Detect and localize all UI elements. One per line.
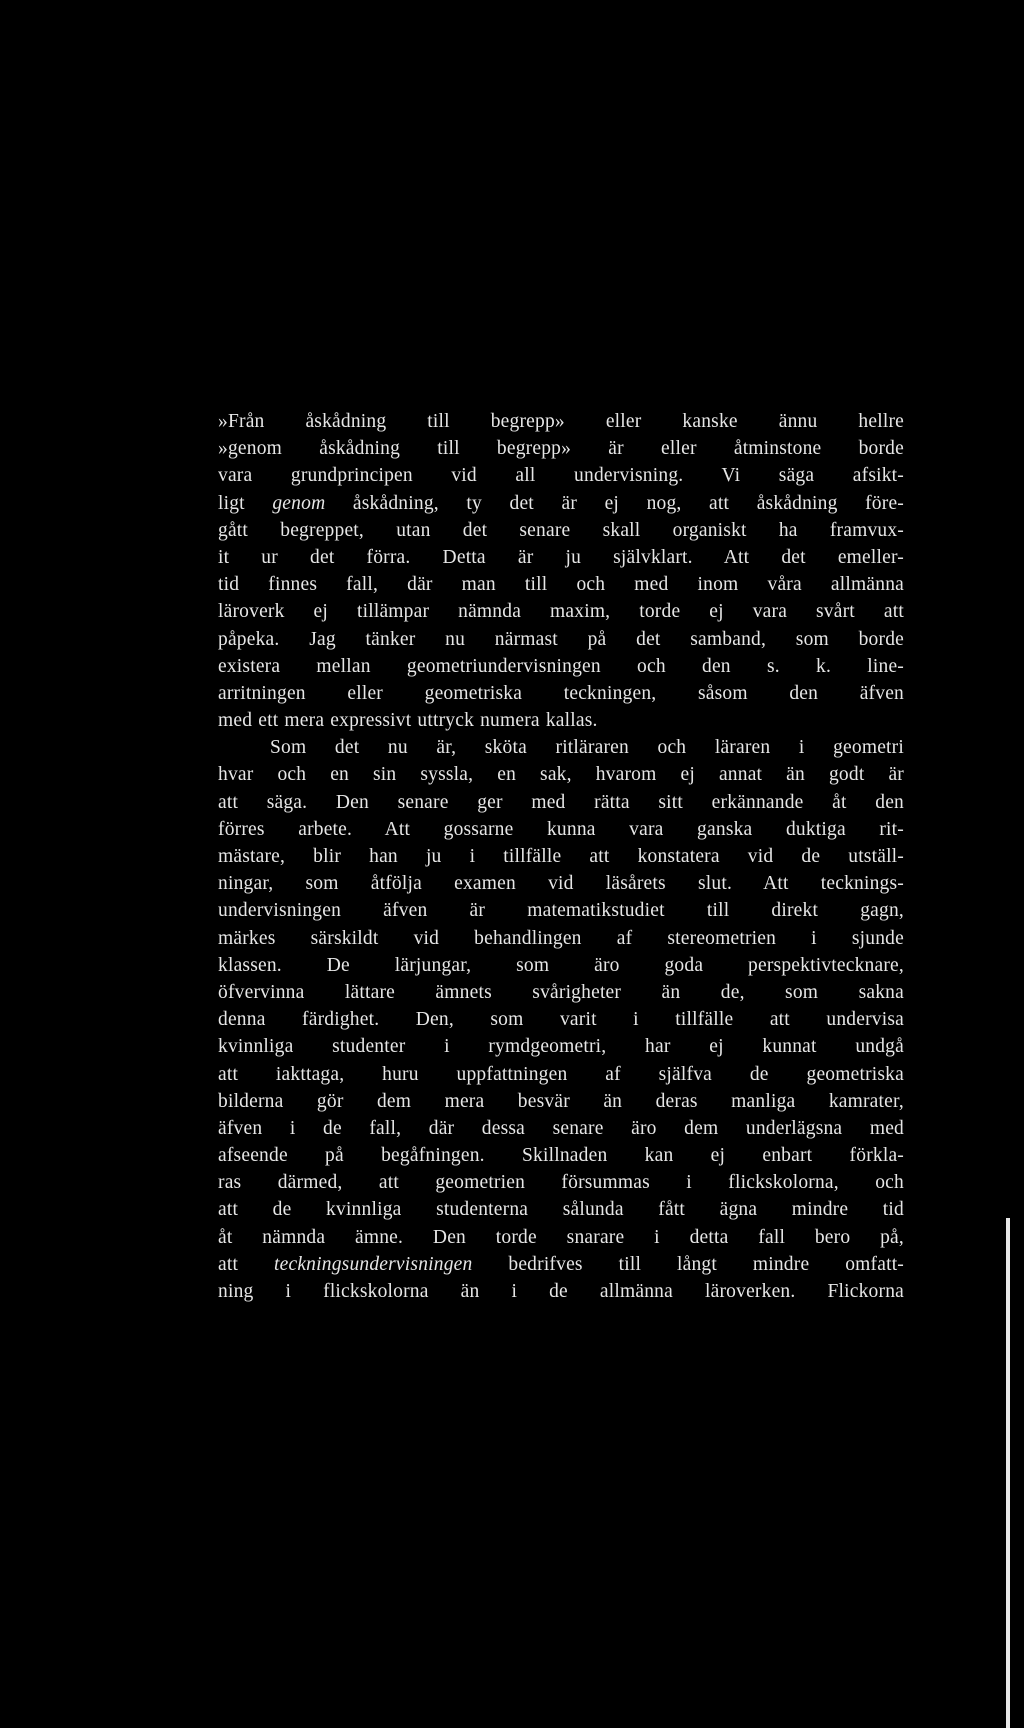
text-line: förres arbete. Att gossarne kunna vara ganska duktiga rit- — [218, 818, 904, 840]
text-line: att de kvinnliga studenterna sålunda fått ägna mindre tid — [218, 1199, 904, 1221]
text-line: mästare, blir han ju i tillfälle att konstatera vid de utställ- — [218, 846, 904, 867]
text-line — [218, 1251, 904, 1278]
text-line: gått begreppet, utan det senare skall organiskt ha framvux- — [218, 519, 904, 541]
italic-text: genom — [272, 492, 326, 514]
text-line: påpeka. Jag tänker nu närmast på det samband, som borde — [218, 628, 904, 650]
text-line: afseende på begåfningen. Skillnaden kan ej enbart förkla- — [218, 1145, 904, 1167]
page-edge-rule — [1006, 1218, 1010, 1728]
text-run: att — [218, 1253, 274, 1275]
text-line: klassen. De lärjungar, som äro goda perspektivtecknare, — [218, 954, 904, 976]
text-line: tid finnes fall, där man till och med inom våra allmänna — [218, 574, 904, 596]
text-line: ning i flickskolorna än i de allmänna läroverken. Flickorna — [218, 1281, 904, 1302]
text-line: Som det nu är, sköta ritläraren och läraren i geometri — [270, 737, 904, 759]
text-line: bilderna gör dem mera besvär än deras manliga kamrater, — [218, 1090, 904, 1112]
text-line: med ett mera expressivt uttryck numera kallas. — [218, 710, 598, 732]
text-line: »Från åskådning till begrepp» eller kanske ännu hellre — [218, 411, 904, 432]
text-line — [218, 490, 904, 517]
text-run: åskådning, ty det är ej nog, att åskådning före- — [325, 492, 904, 514]
text-line: arritningen eller geometriska teckningen, såsom den äfven — [218, 682, 904, 704]
text-line: denna färdighet. Den, som varit i tillfälle att undervisa — [218, 1009, 904, 1031]
text-line: existera mellan geometriundervisningen och den s. k. line- — [218, 655, 904, 677]
text-line: vara grundprincipen vid all undervisning. Vi säga afsikt- — [218, 465, 904, 487]
text-line: ningar, som åtfölja examen vid läsårets slut. Att tecknings- — [218, 873, 904, 895]
paragraph-1 — [218, 408, 904, 734]
text-line: kvinnliga studenter i rymdgeometri, har ej kunnat undgå — [218, 1036, 904, 1058]
text-run: bedrifves till långt mindre omfatt- — [472, 1253, 905, 1275]
text-line: hvar och en sin syssla, en sak, hvarom ej annat än godt är — [218, 764, 904, 786]
text-run: ligt — [218, 492, 273, 514]
text-line: it ur det förra. Detta är ju självklart. Att det emeller- — [218, 546, 904, 568]
text-line: läroverk ej tillämpar nämnda maxim, torde ej vara svårt att — [218, 601, 904, 623]
text-line: öfvervinna lättare ämnets svårigheter än de, som sakna — [218, 981, 904, 1003]
text-line: att säga. Den senare ger med rätta sitt erkännande åt den — [218, 791, 904, 813]
text-line: märkes särskildt vid behandlingen af stereometrien i sjunde — [218, 927, 904, 949]
text-line: ras därmed, att geometrien försummas i flickskolorna, och — [218, 1172, 904, 1194]
text-line: att iakttaga, huru uppfattningen af själfva de geometriska — [218, 1063, 904, 1085]
text-line: åt nämnda ämne. Den torde snarare i detta fall bero på, — [218, 1226, 904, 1248]
text-line: undervisningen äfven är matematikstudiet till direkt gagn, — [218, 900, 904, 922]
italic-text: teckningsundervisningen — [274, 1253, 473, 1275]
text-line: »genom åskådning till begrepp» är eller åtminstone borde — [218, 438, 904, 460]
text-line: äfven i de fall, där dessa senare äro dem underlägsna med — [218, 1117, 904, 1139]
paragraph-2 — [218, 734, 904, 1305]
body-text — [218, 408, 904, 1305]
